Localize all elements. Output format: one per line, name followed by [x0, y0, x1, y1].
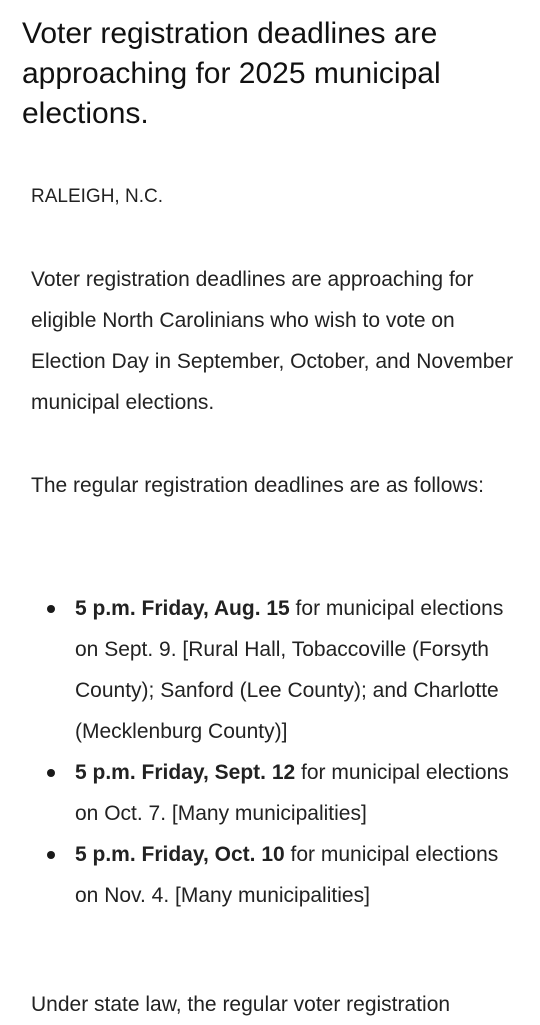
deadline-detail: for municipal elections on Sept. 9. [Rural Hall, Tobaccoville (Forsyth County); Sanford (Lee County); and Charlotte (Mecklenburg County)]	[75, 597, 504, 743]
deadline-date: 5 p.m. Friday, Sept. 12	[75, 761, 296, 784]
list-item	[31, 834, 511, 916]
deadline-detail: for municipal elections on Nov. 4. [Many municipalities]	[75, 843, 499, 907]
deadline-date: 5 p.m. Friday, Aug. 15	[75, 597, 290, 620]
deadline-list	[31, 588, 511, 916]
deadlines-intro-paragraph: The regular registration deadlines are as follows:	[31, 474, 484, 497]
list-item	[31, 752, 511, 834]
bullet-icon	[47, 605, 55, 613]
intro-paragraph: Voter registration deadlines are approaching for eligible North Carolinians who wish to vote on Election Day in September, October, and November municipal elections.	[31, 268, 514, 414]
bullet-icon	[47, 851, 55, 859]
deadline-date: 5 p.m. Friday, Oct. 10	[75, 843, 285, 866]
article-title: Voter registration deadlines are approaching for 2025 municipal elections.	[22, 17, 441, 130]
bullet-icon	[47, 769, 55, 777]
list-item	[31, 588, 511, 752]
deadline-detail: for municipal elections on Oct. 7. [Many municipalities]	[75, 761, 509, 825]
dateline: RALEIGH, N.C.	[31, 186, 163, 207]
next-paragraph: Under state law, the regular voter registration	[31, 993, 451, 1016]
